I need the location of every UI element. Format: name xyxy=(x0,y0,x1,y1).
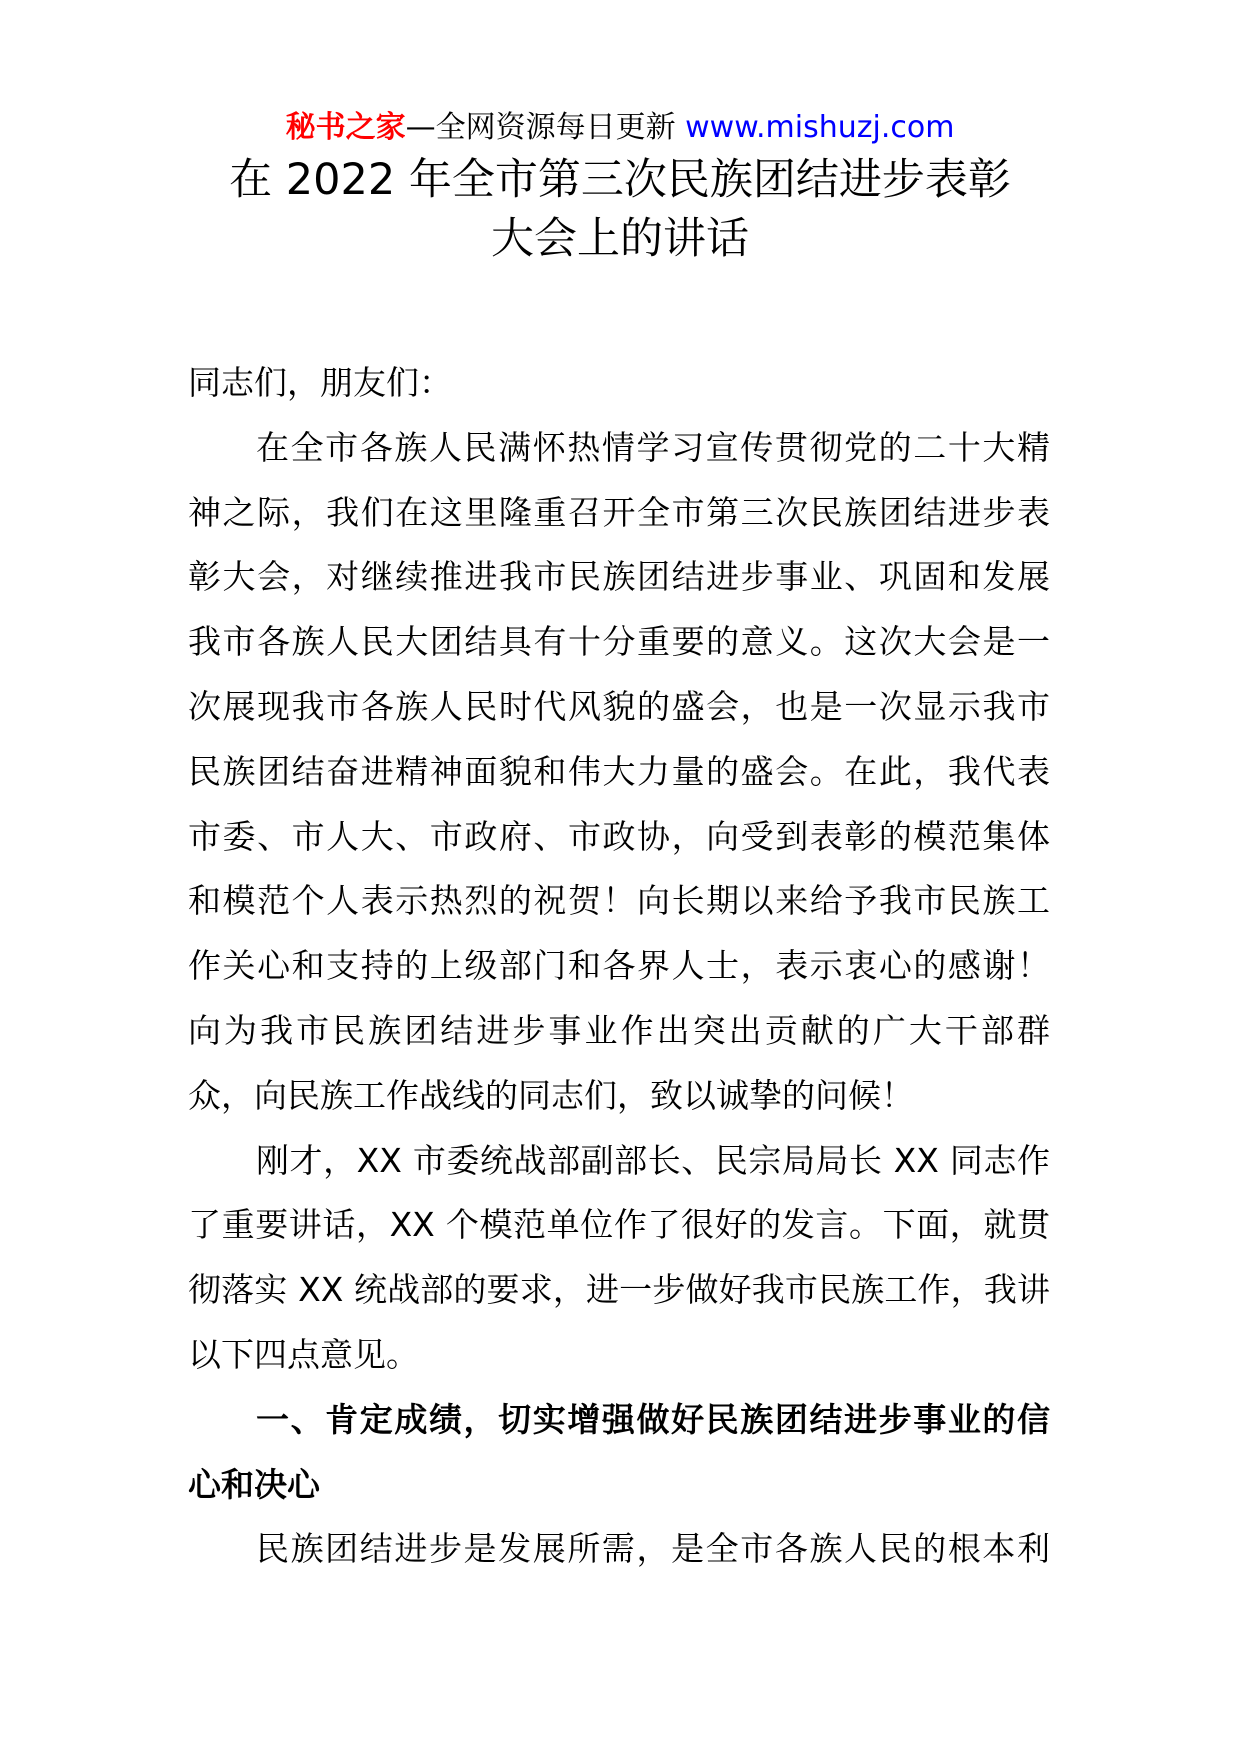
body-text-line: 心和决心 xyxy=(188,1464,320,1504)
body-text-line: 和模范个人表示热烈的祝贺！向长期以来给予我市民族工 xyxy=(188,881,1050,921)
brand-name: 秘书之家 xyxy=(285,110,406,145)
document-body xyxy=(188,358,1050,1589)
body-text-line: 在全市各族人民满怀热情学习宣传贯彻党的二十大精 xyxy=(256,427,1050,467)
body-text-line: 市委、市人大、市政府、市政协，向受到表彰的模范集体 xyxy=(188,816,1050,856)
document-title-line-2: 大会上的讲话 xyxy=(491,214,749,264)
body-text-line: 次展现我市各族人民时代风貌的盛会，也是一次显示我市 xyxy=(188,686,1050,726)
body-text-line: 彻落实 XX 统战部的要求，进一步做好我市民族工作，我讲 xyxy=(188,1270,1050,1310)
body-text-line: 了重要讲话，XX 个模范单位作了很好的发言。下面，就贯 xyxy=(188,1205,1050,1245)
body-text-line: 彰大会，对继续推进我市民族团结进步事业、巩固和发展 xyxy=(188,557,1050,597)
body-text-line: 一、肯定成绩，切实增强做好民族团结进步事业的信 xyxy=(256,1399,1050,1439)
body-text-line: 民族团结进步是发展所需，是全市各族人民的根本利 xyxy=(256,1529,1050,1569)
body-text-line: 民族团结奋进精神面貌和伟大力量的盛会。在此，我代表 xyxy=(188,751,1050,791)
body-text-line: 我市各族人民大团结具有十分重要的意义。这次大会是一 xyxy=(188,622,1050,662)
site-banner xyxy=(0,102,1240,146)
body-text-line: 同志们，朋友们： xyxy=(188,363,452,402)
document-title-line-1: 在 2022 年全市第三次民族团结进步表彰 xyxy=(229,155,1011,205)
body-text-line: 刚才，XX 市委统战部副部长、民宗局局长 XX 同志作 xyxy=(256,1140,1050,1180)
body-text-line: 作关心和支持的上级部门和各界人士，表示衷心的感谢！ xyxy=(188,946,1050,986)
banner-tagline: —全网资源每日更新 xyxy=(405,110,686,145)
body-text-line: 神之际，我们在这里隆重召开全市第三次民族团结进步表 xyxy=(188,492,1050,532)
site-url-link[interactable]: www.mishuzj.com xyxy=(685,110,955,145)
body-text-line: 众，向民族工作战线的同志们，致以诚挚的问候！ xyxy=(188,1075,914,1115)
body-text-line: 向为我市民族团结进步事业作出突出贡献的广大干部群 xyxy=(188,1010,1050,1050)
body-text-line: 以下四点意见。 xyxy=(188,1334,419,1374)
